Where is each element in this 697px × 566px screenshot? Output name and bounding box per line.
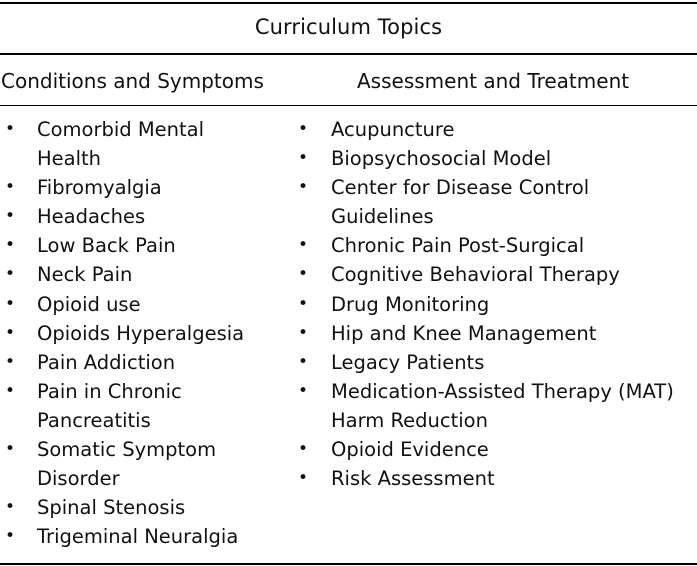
bullet-icon: • [5,293,16,314]
topic-label-line: Biopsychosocial Model [331,147,552,171]
topic-item [294,464,697,493]
bullet-icon: • [5,177,16,198]
topic-item [0,115,330,173]
topic-label-line: Opioids Hyperalgesia [37,321,245,345]
topic-label-line: Comorbid Mental [37,118,205,141]
bullet-icon: • [5,264,16,285]
bullet-icon: • [298,235,309,256]
bottom-rule [0,563,697,565]
topic-label-line: Legacy Patients [331,350,485,374]
bullet-icon: • [298,119,309,139]
bullet-icon: • [5,351,16,372]
bullet-icon: • [298,351,309,372]
topic-label-line: Health [37,147,102,171]
bullet-icon: • [298,293,309,314]
bullet-icon: • [298,148,309,169]
bullet-icon: • [5,439,16,460]
bullet-icon: • [298,468,309,489]
topic-label-line: Pancreatitis [37,408,151,432]
bullet-icon: • [5,497,16,518]
column-header-conditions: Conditions and Symptoms [1,69,264,93]
topic-item [294,319,697,348]
topic-label-line: Medication-Assisted Therapy (MAT) [331,379,674,403]
topic-item [294,144,697,173]
topic-label-line: Low Back Pain [37,234,176,258]
column-header-assessment: Assessment and Treatment [357,69,630,93]
title-rule [0,53,697,55]
topic-item [294,377,697,435]
topic-label-line: Drug Monitoring [331,292,490,316]
topic-item [294,260,697,289]
topic-item [294,290,697,319]
bullet-icon: • [298,380,309,401]
bullet-icon: • [298,322,309,343]
topic-item [294,173,697,231]
topic-item [0,202,330,231]
topic-label-line: Fibromyalgia [37,176,162,200]
topic-label-line: Opioid Evidence [331,438,489,462]
topic-label-line: Hip and Knee Management [331,321,597,345]
topic-item [0,377,330,435]
bullet-icon: • [5,322,16,343]
topic-item [0,231,330,260]
topic-item [294,231,697,260]
topic-item [294,435,697,464]
bullet-icon: • [5,380,16,401]
table-title: Curriculum Topics [254,14,443,39]
conditions-list [0,115,330,551]
bullet-icon: • [5,526,16,547]
topic-label-line: Center for Disease Control [331,176,590,200]
topic-label-line: Chronic Pain Post-Surgical [331,234,585,258]
topic-item [0,173,330,202]
topic-label-line: Harm Reduction [331,408,488,432]
topic-item [294,348,697,377]
topic-label-line: Cognitive Behavioral Therapy [331,263,620,287]
topic-item [294,115,697,144]
bullet-icon: • [298,264,309,285]
topic-label-line: Acupuncture [331,118,455,141]
bullet-icon: • [5,119,16,139]
bullet-icon: • [298,177,309,198]
topic-item [0,435,330,493]
bullet-icon: • [5,206,16,227]
topic-label-line: Trigeminal Neuralgia [37,525,239,549]
topic-label-line: Disorder [37,467,120,491]
topic-label-line: Pain in Chronic [37,379,182,403]
topic-label-line: Guidelines [331,205,434,229]
topic-label-line: Somatic Symptom [37,438,217,462]
topic-item [0,493,330,522]
topic-item [0,348,330,377]
topic-item [0,290,330,319]
header-rule [0,105,697,106]
topic-item [0,522,330,551]
assessment-list [294,115,697,493]
topic-item [0,260,330,289]
topic-label-line: Pain Addiction [37,350,176,374]
topic-label-line: Headaches [37,205,146,229]
topic-label-line: Risk Assessment [331,467,495,491]
topic-label-line: Spinal Stenosis [37,496,186,520]
bullet-icon: • [298,439,309,460]
topic-label-line: Neck Pain [37,263,133,287]
topic-item [0,319,330,348]
topic-label-line: Opioid use [37,292,141,316]
bullet-icon: • [5,235,16,256]
